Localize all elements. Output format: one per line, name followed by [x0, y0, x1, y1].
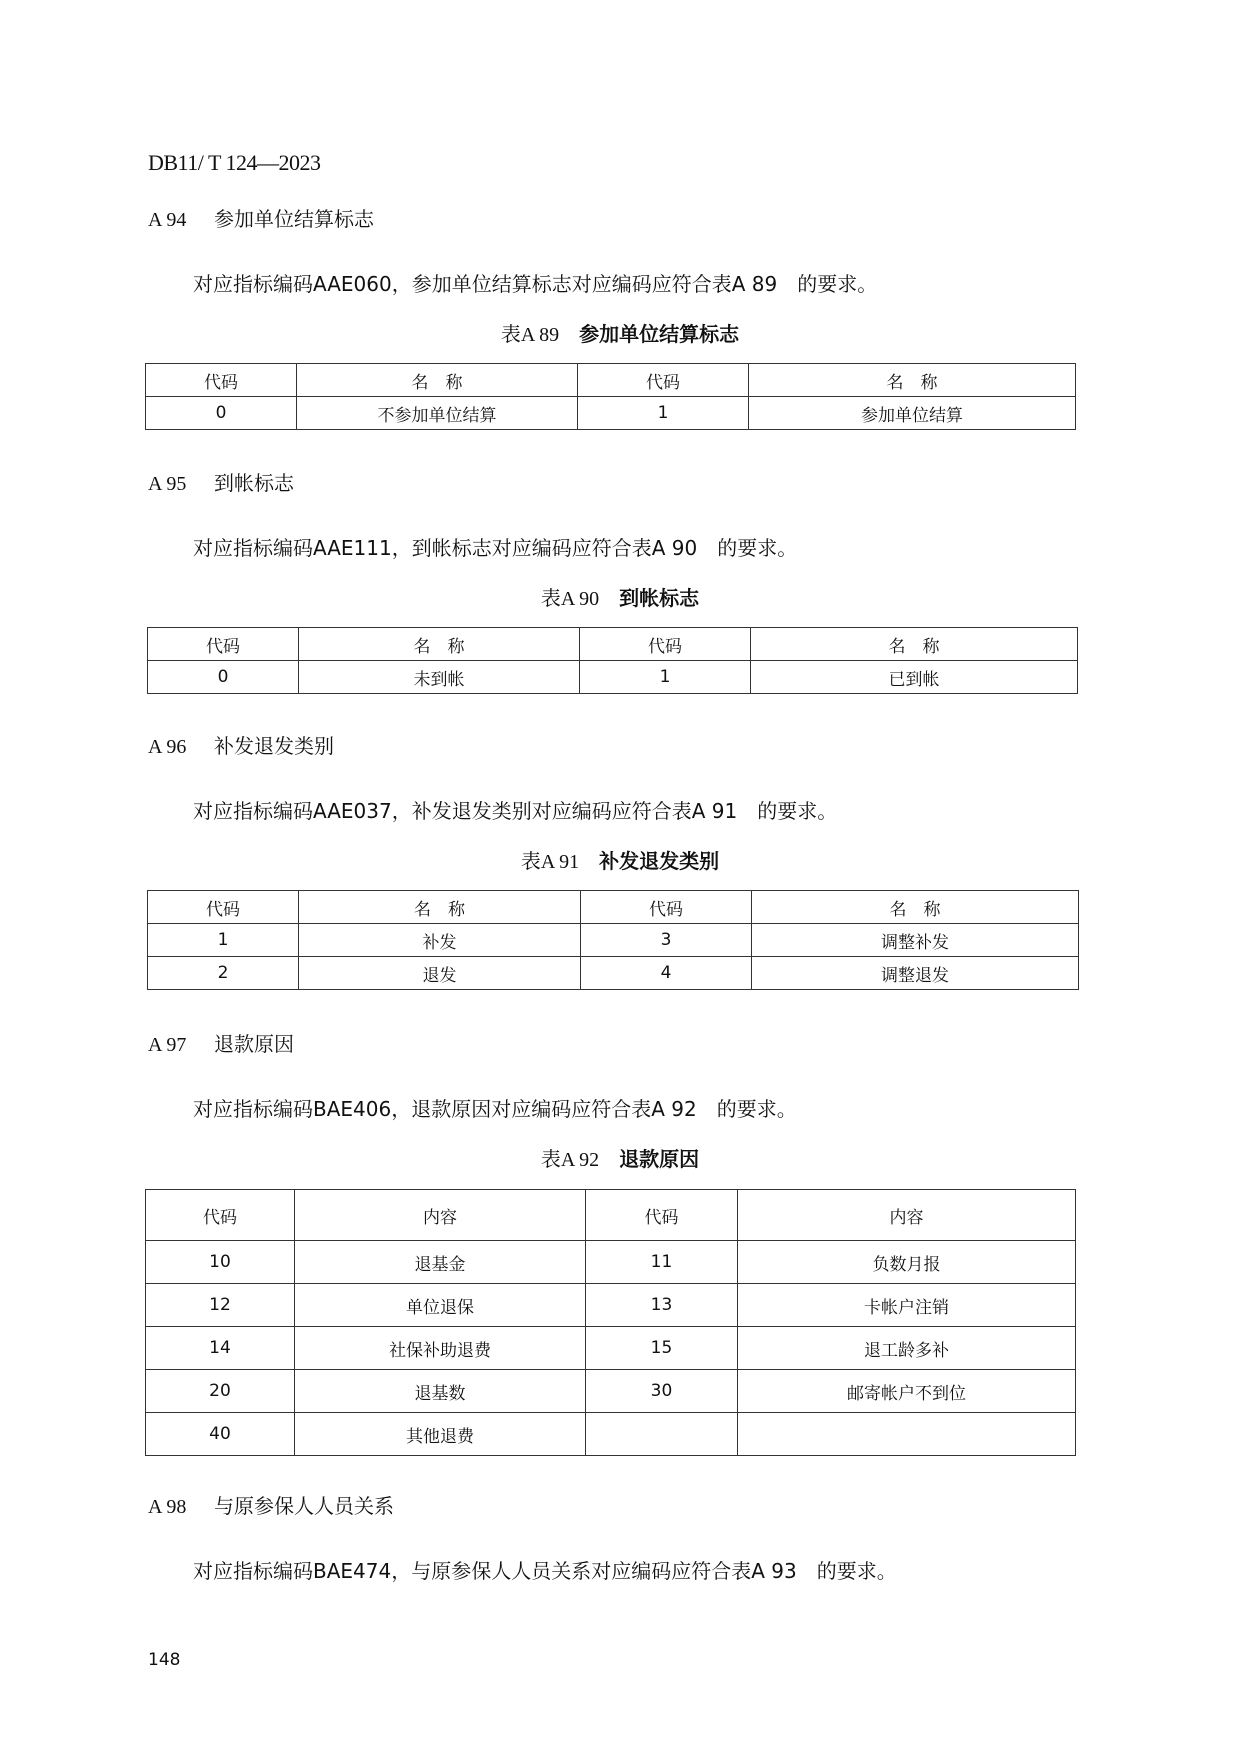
code-cell: 0 — [148, 661, 299, 694]
content-cell: 退基数 — [295, 1370, 586, 1413]
code-table-a92 — [145, 1189, 1076, 1456]
table-header-row — [148, 891, 1079, 924]
table-row — [146, 1413, 1076, 1456]
table-header-row — [146, 1190, 1076, 1241]
table-caption — [0, 845, 1240, 874]
section-heading-a96 — [148, 730, 334, 759]
header-cell: 内容 — [738, 1190, 1076, 1241]
code-cell: 12 — [146, 1284, 295, 1327]
table-caption-number: 表A 90 — [540, 588, 600, 610]
page-number: 148 — [148, 1650, 181, 1670]
header-cell: 名 称 — [752, 891, 1079, 924]
section-number: A 97 — [148, 1034, 187, 1056]
table-row — [146, 1284, 1076, 1327]
header-cell: 名 称 — [299, 628, 580, 661]
code-cell: 13 — [586, 1284, 738, 1327]
content-cell: 负数月报 — [738, 1241, 1076, 1284]
content-cell: 其他退费 — [295, 1413, 586, 1456]
section-number: A 96 — [148, 736, 187, 758]
header-cell: 代码 — [148, 628, 299, 661]
header-cell: 名 称 — [749, 364, 1076, 397]
table-row — [146, 397, 1076, 430]
table-caption-number: 表A 92 — [540, 1149, 600, 1171]
table-caption — [0, 1143, 1240, 1172]
code-cell: 3 — [581, 924, 752, 957]
content-cell: 单位退保 — [295, 1284, 586, 1327]
table-caption-title: 到帐标志 — [619, 586, 700, 610]
section-number: A 94 — [148, 209, 187, 231]
section-paragraph: 对应指标编码BAE406，退款原因对应编码应符合表A 92 的要求。 — [193, 1097, 797, 1121]
table-caption-number: 表A 91 — [520, 851, 580, 873]
code-cell: 40 — [146, 1413, 295, 1456]
code-cell: 11 — [586, 1241, 738, 1284]
table-header-row — [148, 628, 1078, 661]
code-table-a90 — [147, 627, 1078, 694]
code-cell: 10 — [146, 1241, 295, 1284]
table-row — [148, 661, 1078, 694]
header-cell: 代码 — [578, 364, 749, 397]
code-cell: 4 — [581, 957, 752, 990]
code-cell: 0 — [146, 397, 297, 430]
name-cell: 不参加单位结算 — [297, 397, 578, 430]
table-row — [146, 1327, 1076, 1370]
section-title: 补发退发类别 — [214, 734, 334, 758]
table-caption-title: 参加单位结算标志 — [579, 322, 740, 346]
section-title: 退款原因 — [214, 1032, 294, 1056]
code-cell: 2 — [148, 957, 299, 990]
document-header: DB11/ T 124—2023 — [148, 150, 321, 175]
section-paragraph: 对应指标编码AAE060，参加单位结算标志对应编码应符合表A 89 的要求。 — [193, 272, 878, 296]
header-cell: 代码 — [146, 1190, 295, 1241]
section-heading-a97 — [148, 1028, 294, 1057]
content-cell: 社保补助退费 — [295, 1327, 586, 1370]
table-caption — [0, 318, 1240, 347]
code-table-a89 — [145, 363, 1076, 430]
header-cell: 代码 — [580, 628, 751, 661]
header-cell: 代码 — [148, 891, 299, 924]
code-table-a91 — [147, 890, 1079, 990]
header-cell: 名 称 — [751, 628, 1078, 661]
name-cell: 未到帐 — [299, 661, 580, 694]
section-paragraph: 对应指标编码AAE111，到帐标志对应编码应符合表A 90 的要求。 — [193, 536, 798, 560]
table-row — [146, 1370, 1076, 1413]
header-cell: 代码 — [581, 891, 752, 924]
code-cell — [586, 1413, 738, 1456]
code-cell: 30 — [586, 1370, 738, 1413]
table-caption-number: 表A 89 — [500, 324, 560, 346]
header-cell: 代码 — [586, 1190, 738, 1241]
content-cell: 卡帐户注销 — [738, 1284, 1076, 1327]
code-cell: 20 — [146, 1370, 295, 1413]
header-cell: 代码 — [146, 364, 297, 397]
name-cell: 调整退发 — [752, 957, 1079, 990]
code-cell: 1 — [578, 397, 749, 430]
table-caption-title: 补发退发类别 — [599, 849, 720, 873]
content-cell: 退基金 — [295, 1241, 586, 1284]
code-cell: 1 — [580, 661, 751, 694]
name-cell: 已到帐 — [751, 661, 1078, 694]
section-title: 到帐标志 — [214, 471, 294, 495]
table-row — [146, 1241, 1076, 1284]
section-heading-a98 — [148, 1490, 394, 1519]
content-cell: 退工龄多补 — [738, 1327, 1076, 1370]
section-heading-a94 — [148, 203, 374, 232]
content-cell — [738, 1413, 1076, 1456]
code-cell: 15 — [586, 1327, 738, 1370]
content-cell: 邮寄帐户不到位 — [738, 1370, 1076, 1413]
code-cell: 14 — [146, 1327, 295, 1370]
section-paragraph: 对应指标编码BAE474，与原参保人人员关系对应编码应符合表A 93 的要求。 — [193, 1559, 897, 1583]
section-title: 与原参保人人员关系 — [214, 1494, 394, 1518]
name-cell: 参加单位结算 — [749, 397, 1076, 430]
table-row — [148, 924, 1079, 957]
section-title: 参加单位结算标志 — [214, 207, 374, 231]
table-header-row — [146, 364, 1076, 397]
name-cell: 调整补发 — [752, 924, 1079, 957]
table-caption — [0, 582, 1240, 611]
section-number: A 95 — [148, 473, 187, 495]
section-number: A 98 — [148, 1496, 187, 1518]
name-cell: 退发 — [299, 957, 581, 990]
table-row — [148, 957, 1079, 990]
header-cell: 内容 — [295, 1190, 586, 1241]
name-cell: 补发 — [299, 924, 581, 957]
table-caption-title: 退款原因 — [619, 1147, 700, 1171]
section-paragraph: 对应指标编码AAE037，补发退发类别对应编码应符合表A 91 的要求。 — [193, 799, 838, 823]
section-heading-a95 — [148, 467, 294, 496]
code-cell: 1 — [148, 924, 299, 957]
header-cell: 名 称 — [297, 364, 578, 397]
header-cell: 名 称 — [299, 891, 581, 924]
